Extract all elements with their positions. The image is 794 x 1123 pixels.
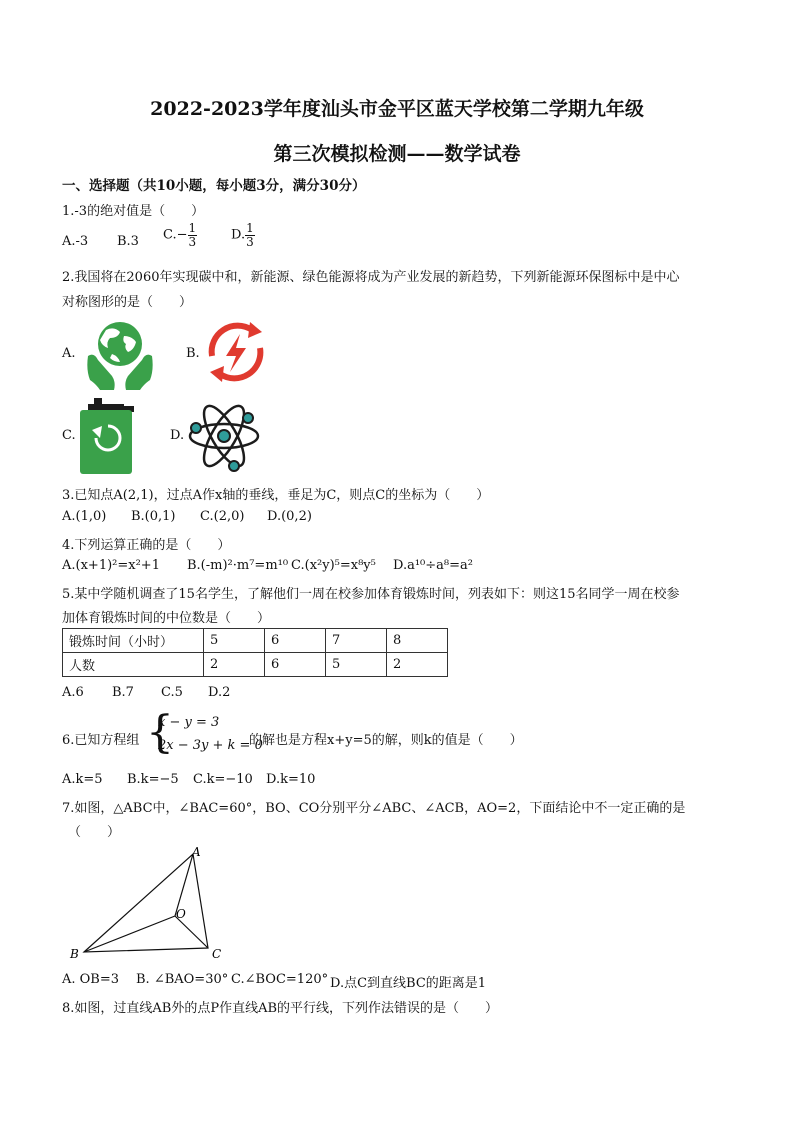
q3-option-b: B.(0,1)	[131, 509, 176, 524]
q2-option-b-label: B.	[186, 346, 200, 361]
q6-system-brace: {	[146, 707, 174, 758]
table-row	[63, 653, 448, 677]
recycle-lightning-icon	[200, 316, 272, 388]
q5-option-b: B.7	[112, 685, 134, 700]
q6-stem-prefix: 6.已知方程组	[62, 733, 140, 748]
q1-option-a: A.-3	[62, 234, 89, 249]
table-cell: 7	[326, 629, 387, 653]
q6-option-a: A.k=5	[62, 772, 103, 787]
q6-option-d: D.k=10	[266, 772, 316, 787]
exam-title-line1: 2022-2023学年度汕头市金平区蓝天学校第二学期九年级	[150, 98, 644, 120]
q6-option-c: C.k=−10	[193, 772, 253, 787]
vertex-label-a: A	[192, 845, 201, 859]
fraction-denominator: 3	[246, 234, 254, 249]
table-cell: 锻炼时间（小时）	[63, 629, 204, 653]
q5-option-c: C.5	[161, 685, 183, 700]
q6-equation-2: 2x − 3y + k = 0	[158, 738, 263, 753]
point-label-o: O	[176, 907, 186, 921]
q3-option-c: C.(2,0)	[200, 509, 245, 524]
table-row	[63, 629, 448, 653]
q7-stem-line1: 7.如图，△ABC中，∠BAC=60°，BO、CO分别平分∠ABC、∠ACB，AO=2，下面结论中不一定正确的是	[62, 801, 686, 816]
q3-option-d: D.(0,2)	[267, 509, 312, 524]
fraction-numerator: 1	[246, 221, 254, 235]
q1-option-c-sign: −	[176, 227, 188, 243]
q2-option-d-label: D.	[170, 428, 185, 443]
table-cell: 人数	[63, 653, 204, 677]
q7-option-c: C.∠BOC=120°	[231, 972, 329, 987]
globe-hands-icon	[82, 316, 158, 394]
q1-option-d	[231, 222, 255, 248]
table-cell: 2	[204, 653, 265, 677]
q5-stem-line2: 加体育锻炼时间的中位数是（ ）	[62, 611, 271, 626]
q4-option-b: B.(-m)²·m⁷=m¹⁰	[187, 558, 289, 573]
q3-stem: 3.已知点A(2,1)，过点A作x轴的垂线，垂足为C，则点C的坐标为（ ）	[62, 488, 490, 503]
table-cell: 8	[387, 629, 448, 653]
fraction-numerator: 1	[188, 221, 197, 235]
q1-option-c-prefix: C.	[163, 227, 177, 243]
exam-title-line2: 第三次模拟检测——数学试卷	[273, 143, 521, 165]
table-cell: 2	[387, 653, 448, 677]
green-canister-icon	[78, 396, 136, 476]
q2-option-c-label: C.	[62, 428, 76, 443]
q6-equation-1: x − y = 3	[158, 715, 220, 730]
atom-icon	[186, 398, 262, 474]
fraction-denominator: 3	[188, 234, 197, 249]
q1-option-c	[163, 222, 197, 248]
q4-option-d: D.a¹⁰÷a⁸=a²	[393, 558, 473, 573]
vertex-label-b: B	[70, 947, 79, 961]
q5-option-d: D.2	[208, 685, 231, 700]
q5-option-a: A.6	[62, 685, 84, 700]
triangle-abc-figure	[62, 840, 242, 966]
q3-option-a: A.(1,0)	[62, 509, 107, 524]
vertex-label-c: C	[212, 947, 222, 961]
q6-stem-suffix: 的解也是方程x+y=5的解，则k的值是（ ）	[249, 733, 523, 748]
q5-data-table	[62, 628, 448, 677]
q4-option-c: C.(x²y)⁵=x⁸y⁵	[291, 558, 376, 573]
q1-option-c-fraction	[188, 222, 198, 248]
table-cell: 6	[265, 653, 326, 677]
q2-option-a-label: A.	[62, 346, 76, 361]
q2-stem-line1: 2.我国将在2060年实现碳中和，新能源、绿色能源将成为产业发展的新趋势，下列新能源环保图标中是中心	[62, 270, 680, 285]
q5-stem-line1: 5.某中学随机调查了15名学生，了解他们一周在校参加体育锻炼时间，列表如下：则这15名同学一周在校参	[62, 587, 680, 602]
q8-stem: 8.如图，过直线AB外的点P作直线AB的平行线，下列作法错误的是（ ）	[62, 1001, 499, 1016]
q1-stem: 1.-3的绝对值是（ ）	[62, 204, 205, 219]
q1-option-d-prefix: D.	[231, 227, 246, 243]
q4-stem: 4.下列运算正确的是（ ）	[62, 538, 231, 553]
table-cell: 5	[326, 653, 387, 677]
q4-option-a: A.(x+1)²=x²+1	[62, 558, 160, 573]
section-heading: 一、选择题（共10小题，每小题3分，满分30分）	[62, 178, 366, 194]
q1-option-b: B.3	[117, 234, 139, 249]
q7-option-a: A. OB=3	[62, 972, 120, 987]
q7-option-b: B. ∠BAO=30°	[136, 972, 229, 987]
q6-option-b: B.k=−5	[127, 772, 179, 787]
table-cell: 6	[265, 629, 326, 653]
table-cell: 5	[204, 629, 265, 653]
q1-option-d-fraction	[245, 222, 255, 248]
q7-stem-line2: （ ）	[68, 825, 121, 840]
q7-option-d: D.点C到直线BC的距离是1	[330, 976, 487, 991]
q2-stem-line2: 对称图形的是（ ）	[62, 295, 193, 310]
